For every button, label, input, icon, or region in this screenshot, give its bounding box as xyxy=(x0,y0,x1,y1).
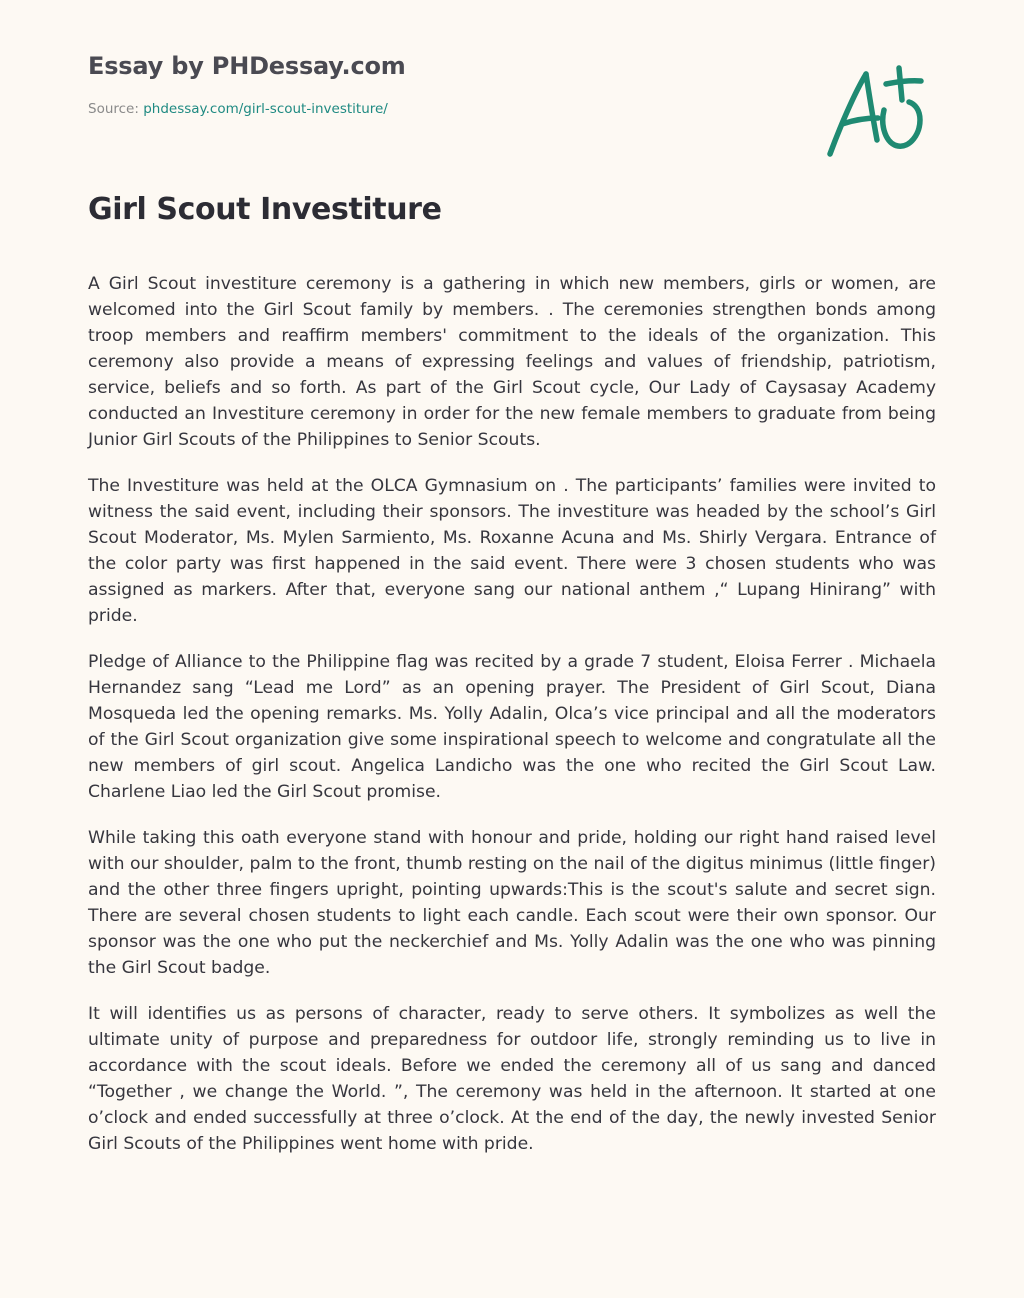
page-title: Girl Scout Investiture xyxy=(88,192,442,227)
paragraph: It will identifies us as persons of character, ready to serve others. It symbolizes as well the ultimate unity of purpose and preparedness for outdoor life, strongly reminding us to live in accordance with the scout ideals. Before we ended the ceremony all of us sang and danced “Together , we change the World. ”, The ceremony was held in the afternoon. It started at one o’clock and ended successfully at three o’clock. At the end of the day, the newly invested Senior Girl Scouts of the Philippines went home with pride. xyxy=(88,1004,936,1154)
paragraph: The Investiture was held at the OLCA Gymnasium on . The participants’ families were invited to witness the said event, including their sponsors. The investiture was headed by the school’s Girl Scout Moderator, Ms. Mylen Sarmiento, Ms. Roxanne Acuna and Ms. Shirly Vergara. Entrance of the color party was first happened in the said event. There were 3 chosen students who was assigned as markers. After that, everyone sang our national anthem ,“ Lupang Hinirang” with pride. xyxy=(88,476,936,626)
paragraph: While taking this oath everyone stand with honour and pride, holding our right hand raised level with our shoulder, palm to the front, thumb resting on the nail of the digitus minimus (little finger) and the other three fingers upright, pointing upwards:This is the scout's salute and secret sign. There are several chosen students to light each candle. Each scout were their own sponsor. Our sponsor was the one who put the neckerchief and Ms. Yolly Adalin was the one who was pinning the Girl Scout badge. xyxy=(88,828,936,978)
essay-body xyxy=(88,271,936,1177)
a-plus-grade-icon xyxy=(820,62,930,162)
source-label: Source: xyxy=(88,101,139,117)
source-line xyxy=(88,100,406,118)
page-header xyxy=(88,50,406,118)
brand-title: Essay by PHDessay.com xyxy=(88,52,406,80)
paragraph: A Girl Scout investiture ceremony is a gathering in which new members, girls or women, are welcomed into the Girl Scout family by members. . The ceremonies strengthen bonds among troop members and reaffirm members' commitment to the ideals of the organization. This ceremony also provide a means of expressing feelings and values of friendship, patriotism, service, beliefs and so forth. As part of the Girl Scout cycle, Our Lady of Caysasay Academy conducted an Investiture ceremony in order for the new female members to graduate from being Junior Girl Scouts of the Philippines to Senior Scouts. xyxy=(88,274,936,450)
paragraph: Pledge of Alliance to the Philippine flag was recited by a grade 7 student, Eloisa Ferrer . Michaela Hernandez sang “Lead me Lord” as an opening prayer. The President of Girl Scout, Diana Mosqueda led the opening remarks. Ms. Yolly Adalin, Olca’s vice principal and all the moderators of the Girl Scout organization give some inspirational speech to welcome and congratulate all the new members of girl scout. Angelica Landicho was the one who recited the Girl Scout Law. Charlene Liao led the Girl Scout promise. xyxy=(88,652,936,802)
source-link[interactable]: phdessay.com/girl-scout-investiture/ xyxy=(143,101,388,117)
